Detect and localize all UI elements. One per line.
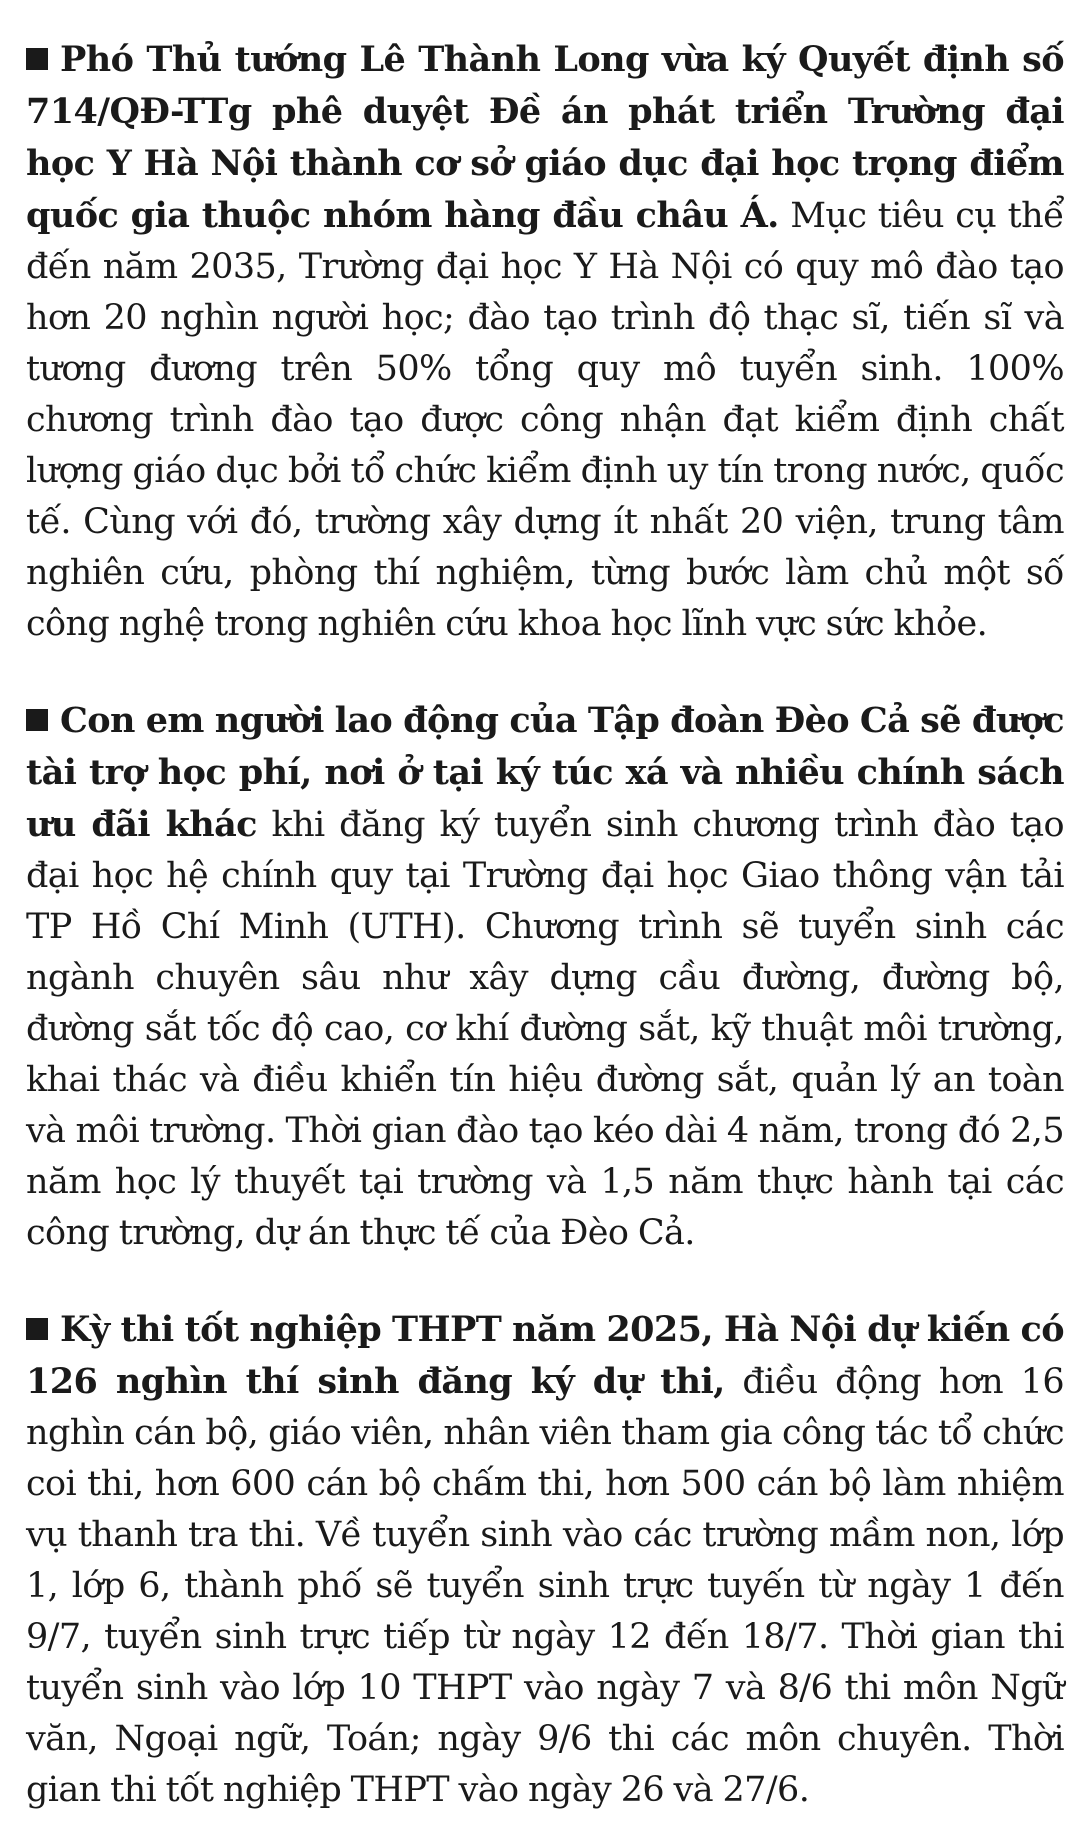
- news-item-lead: Phó Thủ tướng Lê Thành Long vừa ký Quyết định số 714/QĐ-TTg phê duyệt Đề án phát triển Trường đại học Y Hà Nội thành cơ sở giáo dục đại học trọng điểm quốc gia thuộc nhóm hàng đầu châu Á.: [26, 39, 1064, 236]
- news-item-deo-ca-scholarship: [26, 695, 1064, 1259]
- square-bullet-icon: [26, 48, 48, 70]
- news-item-hanoi-medical-university: [26, 34, 1064, 650]
- square-bullet-icon: [26, 1318, 48, 1340]
- news-item-body: điều động hơn 16 nghìn cán bộ, giáo viên, nhân viên tham gia công tác tổ chức coi thi, hơn 600 cán bộ chấm thi, hơn 500 cán bộ làm nhiệm vụ thanh tra thi. Về tuyển sinh vào các trường mầm non, lớp 1, lớp 6, thành phố sẽ tuyển sinh trực tuyến từ ngày 1 đến 9/7, tuyển sinh trực tiếp từ ngày 12 đến 18/7. Thời gian thi tuyển sinh vào lớp 10 THPT vào ngày 7 và 8/6 thi môn Ngữ văn, Ngoại ngữ, Toán; ngày 9/6 thi các môn chuyên. Thời gian thi tốt nghiệp THPT vào ngày 26 và 27/6.: [26, 1362, 1065, 1810]
- square-bullet-icon: [26, 709, 48, 731]
- news-item-body: Mục tiêu cụ thể đến năm 2035, Trường đại học Y Hà Nội có quy mô đào tạo hơn 20 nghìn người học; đào tạo trình độ thạc sĩ, tiến sĩ và tương đương trên 50% tổng quy mô tuyển sinh. 100% chương trình đào tạo được công nhận đạt kiểm định chất lượng giáo dục bởi tổ chức kiểm định uy tín trong nước, quốc tế. Cùng với đó, trường xây dựng ít nhất 20 viện, trung tâm nghiên cứu, phòng thí nghiệm, từng bước làm chủ một số công nghệ trong nghiên cứu khoa học lĩnh vực sức khỏe.: [26, 196, 1065, 644]
- news-item-hanoi-exams: [26, 1304, 1064, 1816]
- news-item-lead: Kỳ thi tốt nghiệp THPT năm 2025, Hà Nội dự kiến có 126 nghìn thí sinh đăng ký dự thi,: [26, 1309, 1064, 1402]
- news-item-lead: Con em người lao động của Tập đoàn Đèo Cả sẽ được tài trợ học phí, nơi ở tại ký túc xá và nhiều chính sách ưu đãi khác: [26, 700, 1064, 845]
- news-item-body: khi đăng ký tuyển sinh chương trình đào tạo đại học hệ chính quy tại Trường đại học Giao thông vận tải TP Hồ Chí Minh (UTH). Chương trình sẽ tuyển sinh các ngành chuyên sâu như xây dựng cầu đường, đường bộ, đường sắt tốc độ cao, cơ khí đường sắt, kỹ thuật môi trường, khai thác và điều khiển tín hiệu đường sắt, quản lý an toàn và môi trường. Thời gian đào tạo kéo dài 4 năm, trong đó 2,5 năm học lý thuyết tại trường và 1,5 năm thực hành tại các công trường, dự án thực tế của Đèo Cả.: [26, 805, 1064, 1253]
